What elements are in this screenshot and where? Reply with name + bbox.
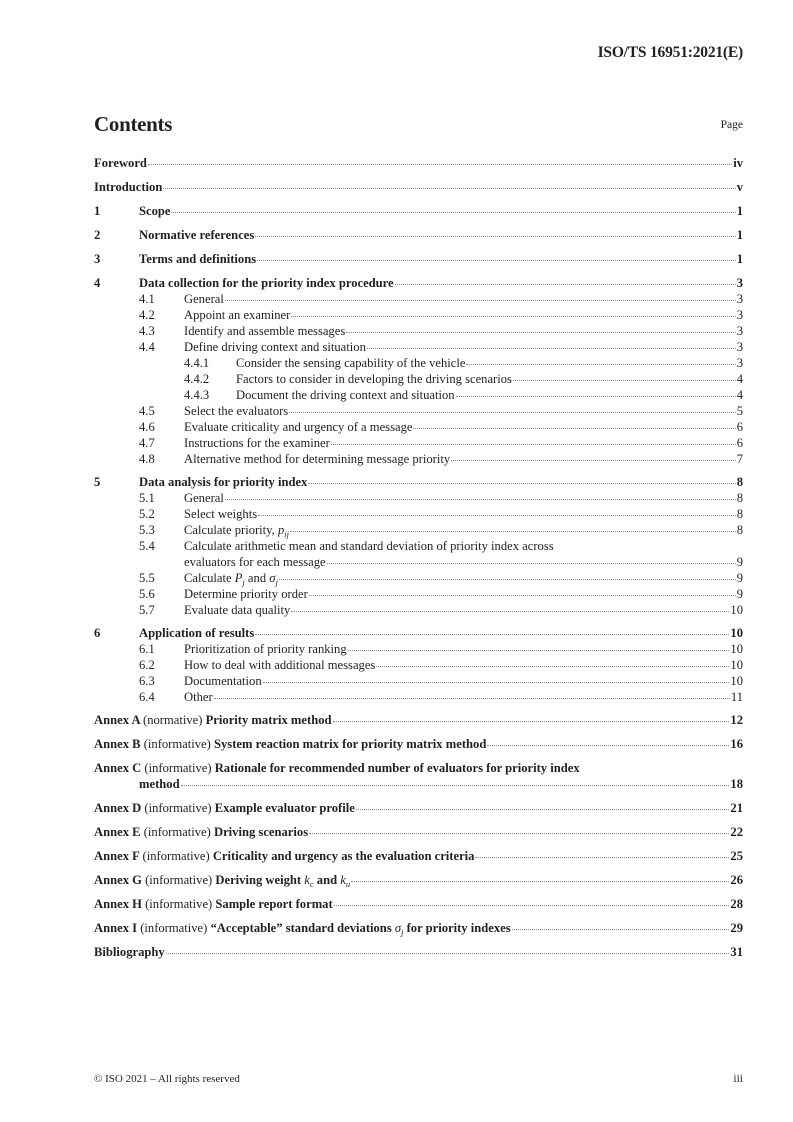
toc-entry-page: 6 xyxy=(736,436,743,450)
toc-entry-title xyxy=(94,760,580,776)
toc-entry-annex-f[interactable] xyxy=(94,848,743,872)
dot-leader xyxy=(451,460,736,461)
annex-label: Annex E xyxy=(94,825,141,839)
variable-sigma: σ xyxy=(269,571,276,585)
annex-title: System reaction matrix for priority matrix method xyxy=(214,737,487,751)
dot-leader xyxy=(309,833,729,834)
dot-leader xyxy=(333,721,730,722)
toc-entry-title: Documentation xyxy=(184,674,262,688)
dot-leader xyxy=(356,809,730,810)
toc-entry-5-2[interactable] xyxy=(94,506,743,522)
annex-kind: (informative) xyxy=(145,873,213,887)
toc-entry-title: Instructions for the examiner xyxy=(184,436,330,450)
annex-kind: (informative) xyxy=(140,921,208,935)
dot-leader xyxy=(327,563,736,564)
toc-entry-number: 4.4.3 xyxy=(184,388,210,402)
dot-leader xyxy=(181,785,730,786)
page-column-label: Page xyxy=(720,119,743,131)
dot-leader xyxy=(225,499,736,500)
toc-entry-title: Identify and assemble messages xyxy=(184,324,346,338)
toc-entry-title: Normative references xyxy=(139,228,255,242)
toc-entry-number: 4.1 xyxy=(139,292,155,306)
dot-leader xyxy=(351,881,729,882)
toc-entry-page: 10 xyxy=(730,626,743,640)
toc-entry-annex-e[interactable] xyxy=(94,824,743,848)
toc-entry-number: 5.4 xyxy=(139,539,155,553)
toc-entry-page: 31 xyxy=(730,945,743,959)
toc-entry-number: 6.4 xyxy=(139,690,155,704)
toc-entry-page: 29 xyxy=(730,921,743,935)
toc-entry-number: 3 xyxy=(94,252,101,266)
dot-leader xyxy=(166,953,730,954)
toc-entry-5-1[interactable] xyxy=(94,490,743,506)
toc-entry-clause-4[interactable] xyxy=(94,275,743,291)
toc-entry-title xyxy=(94,800,355,817)
toc-entry-title: Terms and definitions xyxy=(139,252,257,266)
toc-entry-title xyxy=(94,824,308,841)
annex-title: “Acceptable” standard deviations xyxy=(210,921,395,935)
toc-entry-5-3[interactable] xyxy=(94,522,743,538)
toc-entry-title: Define driving context and situation xyxy=(184,340,366,354)
dot-leader xyxy=(290,531,736,532)
dot-leader xyxy=(456,396,736,397)
annex-label: Annex D xyxy=(94,801,142,815)
toc-entry-annex-c-cont[interactable] xyxy=(94,776,743,800)
variable-subscript: u xyxy=(345,879,351,889)
toc-entry-page: 8 xyxy=(736,507,743,521)
toc-entry-title: General xyxy=(184,491,224,505)
toc-entry-page: v xyxy=(736,180,743,194)
annex-title-continued: method xyxy=(139,777,180,791)
toc-entry-page: 3 xyxy=(736,292,743,306)
toc-entry-title: General xyxy=(184,292,224,306)
variable-p: p xyxy=(277,523,285,537)
dot-leader xyxy=(291,316,735,317)
annex-label: Annex H xyxy=(94,897,142,911)
toc-entry-title xyxy=(94,872,350,889)
annex-title: Driving scenarios xyxy=(214,825,309,839)
annex-title: Sample report format xyxy=(215,897,333,911)
toc-entry-4-4[interactable] xyxy=(94,339,743,355)
toc-entry-4-2[interactable] xyxy=(94,307,743,323)
annex-kind: (informative) xyxy=(143,737,211,751)
toc-entry-number: 6.3 xyxy=(139,674,155,688)
toc-entry-title: Consider the sensing capability of the vehicle xyxy=(236,356,466,370)
toc-entry-page: 9 xyxy=(736,555,743,569)
toc-entry-page: 8 xyxy=(736,475,743,489)
document-id: ISO/TS 16951:2021(E) xyxy=(597,44,743,61)
annex-title: Criticality and urgency as the evaluation criteria xyxy=(212,849,475,863)
toc-entry-clause-3[interactable] xyxy=(94,251,743,275)
variable-subscript: c xyxy=(309,879,314,889)
toc-entry-annex-c[interactable] xyxy=(94,760,743,776)
toc-entry-title: Bibliography xyxy=(94,945,165,959)
variable-P: P xyxy=(234,571,243,585)
title-text: Calculate priority, xyxy=(184,523,278,537)
dot-leader xyxy=(258,515,736,516)
toc-entry-page: 1 xyxy=(736,252,743,266)
dot-leader xyxy=(512,929,730,930)
toc-entry-page: 16 xyxy=(730,737,743,751)
toc-entry-page: 9 xyxy=(736,587,743,601)
toc-entry-page: iv xyxy=(733,156,743,170)
toc-entry-4-7[interactable] xyxy=(94,435,743,451)
toc-entry-title: Foreword xyxy=(94,156,147,170)
toc-entry-annex-a[interactable] xyxy=(94,712,743,736)
toc-entry-page: 10 xyxy=(730,603,743,617)
toc-entry-page: 22 xyxy=(730,825,743,839)
toc-entry-4-4-1[interactable] xyxy=(94,355,743,371)
dot-leader xyxy=(214,698,730,699)
annex-label: Annex C xyxy=(94,761,142,775)
dot-leader xyxy=(255,634,729,635)
toc-entry-page: 10 xyxy=(730,658,743,672)
toc-entry-title: Other xyxy=(184,690,213,704)
annex-title: Rationale for recommended number of evaluators for priority index xyxy=(214,761,580,775)
page-number: iii xyxy=(733,1073,743,1085)
dot-leader xyxy=(466,364,735,365)
toc-entry-number: 4.6 xyxy=(139,420,155,434)
title-text: Calculate xyxy=(184,571,235,585)
dot-leader xyxy=(376,666,729,667)
dot-leader xyxy=(225,300,736,301)
toc-entry-6-1[interactable] xyxy=(94,641,743,657)
annex-kind: (informative) xyxy=(145,897,213,911)
toc-entry-page: 18 xyxy=(730,777,743,791)
toc-entry-page: 4 xyxy=(736,372,743,386)
dot-leader xyxy=(171,212,735,213)
toc-entry-annex-h[interactable] xyxy=(94,896,743,920)
annex-kind: (informative) xyxy=(142,849,210,863)
toc-group-clause-4 xyxy=(94,275,743,467)
dot-leader xyxy=(279,579,736,580)
dot-leader xyxy=(308,483,735,484)
variable-k: k xyxy=(304,873,310,887)
title-text: and xyxy=(244,571,270,585)
dot-leader xyxy=(289,412,735,413)
annex-label: Annex G xyxy=(94,873,142,887)
toc-entry-page: 8 xyxy=(736,523,743,537)
toc-entry-title: Evaluate data quality xyxy=(184,603,291,617)
toc-entry-number: 2 xyxy=(94,228,101,242)
toc-entry-4-3[interactable] xyxy=(94,323,743,339)
toc-entry-number: 4.4.2 xyxy=(184,372,210,386)
toc-entry-5-7[interactable] xyxy=(94,602,743,618)
toc-entry-title: How to deal with additional messages xyxy=(184,658,376,672)
toc-entry-page: 21 xyxy=(730,801,743,815)
toc-entry-clause-1[interactable] xyxy=(94,203,743,227)
toc-entry-number: 1 xyxy=(94,204,101,218)
dot-leader xyxy=(395,284,736,285)
annex-kind: (informative) xyxy=(144,801,212,815)
annex-label: Annex A xyxy=(94,713,140,727)
toc-entry-clause-6[interactable] xyxy=(94,625,743,641)
annex-label: Annex F xyxy=(94,849,140,863)
toc-entry-number: 5 xyxy=(94,475,101,489)
toc-entry-title: Calculate arithmetic mean and standard deviation of priority index across xyxy=(184,539,554,553)
toc-entry-number: 4.4 xyxy=(139,340,155,354)
toc-entry-page: 10 xyxy=(730,674,743,688)
toc-entry-introduction[interactable] xyxy=(94,179,743,203)
dot-leader xyxy=(348,650,730,651)
variable-subscript: ij xyxy=(284,529,289,539)
toc-entry-title: Alternative method for determining message priority xyxy=(184,452,451,466)
toc-entry-page: 3 xyxy=(736,324,743,338)
toc-entry-annex-d[interactable] xyxy=(94,800,743,824)
toc-entry-title: Data analysis for priority index xyxy=(139,475,308,489)
dot-leader xyxy=(331,444,736,445)
toc-entry-number: 4.3 xyxy=(139,324,155,338)
toc-entry-page: 3 xyxy=(736,308,743,322)
dot-leader xyxy=(263,682,730,683)
toc-entry-number: 4.8 xyxy=(139,452,155,466)
toc-entry-4-4-3[interactable] xyxy=(94,387,743,403)
toc-entry-title: Application of results xyxy=(139,626,255,640)
toc-entry-number: 6.1 xyxy=(139,642,155,656)
variable-k: k xyxy=(340,873,346,887)
toc-entry-title xyxy=(184,570,278,586)
toc-entry-title: Scope xyxy=(139,204,171,218)
toc-entry-number: 6.2 xyxy=(139,658,155,672)
toc-entry-title xyxy=(94,712,332,729)
toc-entry-number: 5.5 xyxy=(139,571,155,585)
toc-entry-annex-b[interactable] xyxy=(94,736,743,760)
toc-entry-page: 6 xyxy=(736,420,743,434)
dot-leader xyxy=(334,905,730,906)
toc-entry-4-1[interactable] xyxy=(94,291,743,307)
toc-entry-number: 6 xyxy=(94,626,101,640)
toc-entry-5-4[interactable] xyxy=(94,538,743,554)
toc-entry-6-2[interactable] xyxy=(94,657,743,673)
variable-subscript: j xyxy=(275,577,278,587)
toc-entry-page: 5 xyxy=(736,404,743,418)
variable-subscript: j xyxy=(401,927,404,937)
toc-entry-number: 4.5 xyxy=(139,404,155,418)
toc-entry-title: Appoint an examiner xyxy=(184,308,291,322)
toc-entry-title xyxy=(94,920,511,937)
toc-entry-page: 28 xyxy=(730,897,743,911)
toc-entry-title: Prioritization of priority ranking xyxy=(184,642,347,656)
toc-entry-title: Select weights xyxy=(184,507,258,521)
annex-kind: (informative) xyxy=(143,825,211,839)
annex-title: Example evaluator profile xyxy=(214,801,355,815)
toc-entry-page: 25 xyxy=(730,849,743,863)
toc-entry-title: Document the driving context and situation xyxy=(236,388,455,402)
toc-entry-page: 3 xyxy=(736,276,743,290)
toc-entry-bibliography[interactable] xyxy=(94,944,743,968)
annex-title: and xyxy=(313,873,341,887)
toc-group-clause-5 xyxy=(94,474,743,618)
toc-entry-page: 11 xyxy=(730,690,743,704)
dot-leader xyxy=(367,348,736,349)
dot-leader xyxy=(513,380,736,381)
dot-leader xyxy=(257,260,736,261)
toc-entry-title xyxy=(94,736,486,753)
dot-leader xyxy=(413,428,735,429)
toc-entry-title: Evaluate criticality and urgency of a message xyxy=(184,420,413,434)
toc-entry-clause-2[interactable] xyxy=(94,227,743,251)
toc-entry-page: 7 xyxy=(736,452,743,466)
toc-entry-page: 3 xyxy=(736,356,743,370)
toc-entry-page: 3 xyxy=(736,340,743,354)
page-title: Contents xyxy=(94,112,173,136)
toc-entry-foreword[interactable] xyxy=(94,155,743,179)
toc-entry-page: 10 xyxy=(730,642,743,656)
annex-label: Annex I xyxy=(94,921,138,935)
dot-leader xyxy=(309,595,736,596)
toc-entry-page: 1 xyxy=(736,204,743,218)
toc-entry-title: Factors to consider in developing the driving scenarios xyxy=(236,372,512,386)
dot-leader xyxy=(487,745,729,746)
toc-entry-number: 5.6 xyxy=(139,587,155,601)
toc-entry-4-6[interactable] xyxy=(94,419,743,435)
toc-entry-4-5[interactable] xyxy=(94,403,743,419)
toc-entry-number: 5.2 xyxy=(139,507,155,521)
toc-entry-number: 4.2 xyxy=(139,308,155,322)
annex-label: Annex B xyxy=(94,737,141,751)
toc-entry-number: 5.7 xyxy=(139,603,155,617)
dot-leader xyxy=(291,611,729,612)
toc-entry-title: Introduction xyxy=(94,180,163,194)
toc-entry-5-6[interactable] xyxy=(94,586,743,602)
table-of-contents xyxy=(94,155,743,968)
toc-entry-title: Data collection for the priority index procedure xyxy=(139,276,394,290)
toc-entry-title: Select the evaluators xyxy=(184,404,289,418)
toc-entry-4-4-2[interactable] xyxy=(94,371,743,387)
dot-leader xyxy=(148,164,732,165)
toc-entry-5-5[interactable] xyxy=(94,570,743,586)
dot-leader xyxy=(346,332,735,333)
dot-leader xyxy=(163,188,735,189)
annex-title: for priority indexes xyxy=(403,921,511,935)
toc-entry-number: 4.4.1 xyxy=(184,356,210,370)
toc-group-clause-6 xyxy=(94,625,743,705)
toc-entry-page: 1 xyxy=(736,228,743,242)
toc-entry-4-8[interactable] xyxy=(94,451,743,467)
annex-kind: (informative) xyxy=(144,761,212,775)
toc-entry-6-4[interactable] xyxy=(94,689,743,705)
toc-entry-title xyxy=(184,522,289,538)
toc-entry-page: 12 xyxy=(730,713,743,727)
toc-entry-title xyxy=(94,896,333,913)
annex-kind: (normative) xyxy=(143,713,203,727)
toc-entry-number: 5.1 xyxy=(139,491,155,505)
toc-entry-page: 4 xyxy=(736,388,743,402)
annex-title: Deriving weight xyxy=(215,873,305,887)
toc-entry-number: 5.3 xyxy=(139,523,155,537)
toc-entry-title: Determine priority order xyxy=(184,587,308,601)
toc-entry-annex-g[interactable] xyxy=(94,872,743,896)
annex-title: Priority matrix method xyxy=(205,713,332,727)
toc-entry-page: 9 xyxy=(736,571,743,585)
toc-entry-number: 4 xyxy=(94,276,101,290)
toc-entry-title-continued: evaluators for each message xyxy=(184,555,326,569)
toc-entry-5-4-cont[interactable] xyxy=(94,554,743,570)
toc-entry-clause-5[interactable] xyxy=(94,474,743,490)
toc-entry-page: 26 xyxy=(730,873,743,887)
toc-entry-annex-i[interactable] xyxy=(94,920,743,944)
dot-leader xyxy=(255,236,735,237)
variable-sigma: σ xyxy=(394,921,402,935)
copyright-notice: © ISO 2021 – All rights reserved xyxy=(94,1073,240,1085)
toc-entry-title xyxy=(94,848,474,865)
toc-entry-page: 8 xyxy=(736,491,743,505)
toc-entry-number: 4.7 xyxy=(139,436,155,450)
toc-entry-6-3[interactable] xyxy=(94,673,743,689)
dot-leader xyxy=(475,857,729,858)
variable-subscript: j xyxy=(242,577,245,587)
